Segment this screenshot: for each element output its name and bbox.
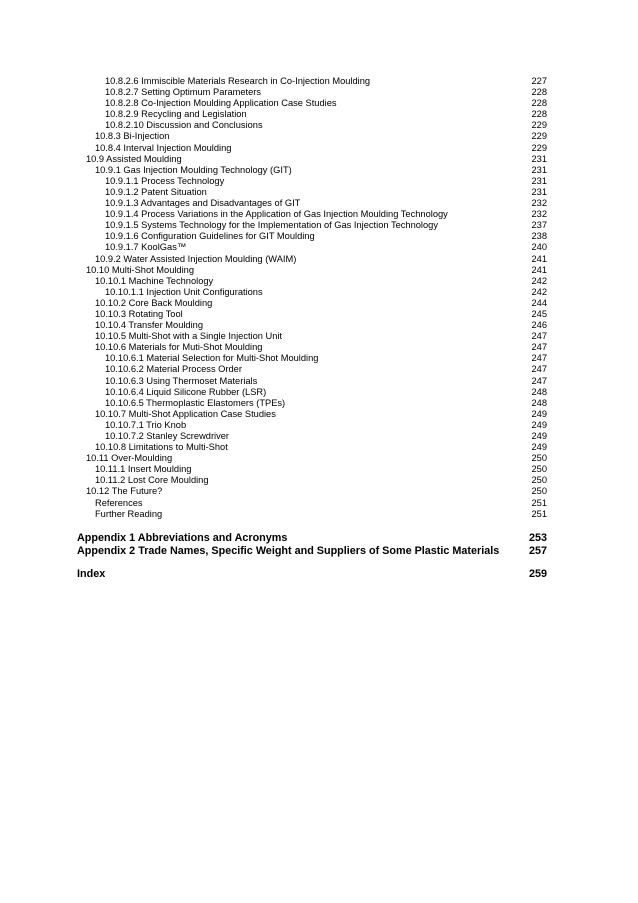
toc-entry — [77, 120, 547, 131]
entry-page: 228 — [531, 87, 547, 98]
entry-page: 231 — [531, 153, 547, 164]
toc-entry — [77, 187, 547, 198]
entry-title: 10.8.2.9 Recycling and Legislation — [105, 109, 247, 120]
toc-entry — [77, 353, 547, 364]
toc-entry — [77, 376, 547, 387]
entry-page: 249 — [531, 431, 547, 441]
entry-title: 10.10.7.2 Stanley Screwdriver — [105, 431, 230, 441]
toc-entry — [77, 442, 547, 453]
entry-title: References — [95, 497, 143, 508]
toc-entry — [77, 298, 547, 309]
appendix-list — [77, 532, 547, 558]
entry-page: 241 — [531, 264, 547, 275]
entry-title: 10.10.6.1 Material Selection for Multi-Shot Moulding — [105, 353, 319, 364]
entry-page: 241 — [531, 253, 547, 264]
entry-title: 10.11.2 Lost Core Moulding — [95, 475, 209, 486]
entry-title: 10.10.6.3 Using Thermoset Materials — [105, 375, 258, 386]
entry-page: 244 — [531, 297, 547, 308]
entry-title: 10.9.1.1 Process Technology — [105, 175, 225, 186]
entry-title: 10.10.2 Core Back Moulding — [95, 297, 213, 308]
toc-entry — [77, 509, 547, 520]
entry-title: 10.10.5 Multi-Shot with a Single Injection Unit — [95, 331, 283, 342]
entry-title: 10.9.1.2 Patent Situation — [105, 186, 207, 197]
toc-entry — [77, 143, 547, 154]
entry-title: 10.10.3 Rotating Tool — [95, 308, 183, 319]
toc-entry — [77, 486, 547, 497]
toc-list — [77, 76, 547, 520]
toc-entry-appendix-2 — [77, 545, 547, 558]
toc-entry — [77, 464, 547, 475]
entry-title: 10.9.1 Gas Injection Moulding Technology (GIT) — [95, 164, 292, 175]
toc-entry — [77, 98, 547, 109]
toc-entry — [77, 109, 547, 120]
entry-page: 250 — [531, 464, 547, 475]
toc-entry — [77, 331, 547, 342]
toc-entry — [77, 420, 547, 431]
entry-page: 229 — [531, 131, 547, 142]
entry-page: 249 — [531, 442, 547, 453]
entry-title: 10.10.1.1 Injection Unit Configurations — [105, 286, 263, 297]
toc-entry — [77, 87, 547, 98]
entry-page: 257 — [528, 545, 547, 557]
entry-title: 10.9 Assisted Moulding — [86, 153, 182, 164]
toc-entry — [77, 320, 547, 331]
toc-entry — [77, 498, 547, 509]
toc-entry — [77, 76, 547, 87]
entry-page: 232 — [531, 198, 547, 209]
entry-page: 238 — [531, 231, 547, 242]
entry-page: 251 — [531, 497, 547, 508]
entry-page: 229 — [531, 142, 547, 153]
entry-title: 10.9.1.4 Process Variations in the Application of Gas Injection Moulding Technology — [105, 209, 448, 220]
entry-title: 10.10.4 Transfer Moulding — [95, 320, 204, 331]
toc-entry — [77, 176, 547, 187]
entry-title: 10.9.1.6 Configuration Guidelines for GIT Moulding — [105, 231, 315, 242]
entry-page: 247 — [531, 331, 547, 342]
entry-page: 228 — [531, 98, 547, 109]
entry-page: 227 — [531, 76, 547, 86]
entry-title: 10.10.6 Materials for Muti-Shot Moulding — [95, 342, 263, 353]
entry-title: 10.8.2.7 Setting Optimum Parameters — [105, 87, 262, 98]
entry-title: Appendix 1 Abbreviations and Acronyms — [77, 532, 288, 544]
toc-entry — [77, 475, 547, 486]
entry-title: 10.10.8 Limitations to Multi-Shot — [95, 442, 228, 453]
entry-page: 247 — [531, 342, 547, 353]
toc-entry — [77, 364, 547, 375]
entry-page: 248 — [531, 397, 547, 408]
entry-page: 228 — [531, 109, 547, 120]
toc-entry-appendix-1 — [77, 532, 547, 545]
entry-page: 231 — [531, 164, 547, 175]
entry-title: 10.9.2 Water Assisted Injection Moulding (WAIM) — [95, 253, 297, 264]
toc-entry — [77, 276, 547, 287]
entry-page: 251 — [531, 508, 547, 519]
toc-entry — [77, 198, 547, 209]
entry-page: 250 — [531, 486, 547, 497]
toc-entry — [77, 309, 547, 320]
toc-entry — [77, 265, 547, 276]
entry-page: 231 — [531, 175, 547, 186]
entry-page: 247 — [531, 375, 547, 386]
entry-page: 259 — [528, 568, 547, 580]
entry-page: 249 — [531, 408, 547, 419]
entry-title: 10.12 The Future? — [86, 486, 163, 497]
toc-entry — [77, 287, 547, 298]
entry-page: 246 — [531, 320, 547, 331]
entry-title: 10.10.7.1 Trio Knob — [105, 419, 187, 430]
entry-page: 242 — [531, 286, 547, 297]
entry-page: 245 — [531, 308, 547, 319]
toc-entry — [77, 431, 547, 442]
entry-title: 10.8.3 Bi-Injection — [95, 131, 170, 142]
entry-title: 10.8.4 Interval Injection Moulding — [95, 142, 232, 153]
toc-entry — [77, 453, 547, 464]
entry-title: Index — [77, 568, 106, 580]
entry-title: 10.11.1 Insert Moulding — [95, 464, 192, 475]
entry-page: 253 — [528, 532, 547, 544]
entry-title: Further Reading — [95, 508, 163, 519]
entry-page: 232 — [531, 209, 547, 220]
toc-entry — [77, 231, 547, 242]
entry-title: 10.10.6.2 Material Process Order — [105, 364, 242, 375]
entry-title: 10.9.1.5 Systems Technology for the Implementation of Gas Injection Technology — [105, 220, 438, 231]
toc-entry — [77, 165, 547, 176]
entry-page: 242 — [531, 275, 547, 286]
toc-entry — [77, 242, 547, 253]
toc-entry — [77, 398, 547, 409]
toc-entry — [77, 131, 547, 142]
entry-title: 10.10.6.5 Thermoplastic Elastomers (TPEs) — [105, 397, 286, 408]
entry-page: 248 — [531, 386, 547, 397]
entry-page: 247 — [531, 364, 547, 375]
entry-title: 10.8.2.6 Immiscible Materials Research in Co-Injection Moulding — [105, 76, 371, 86]
entry-page: 229 — [531, 120, 547, 131]
entry-page: 247 — [531, 353, 547, 364]
entry-page: 237 — [531, 220, 547, 231]
entry-page: 249 — [531, 419, 547, 430]
entry-page: 250 — [531, 453, 547, 464]
toc-entry — [77, 154, 547, 165]
entry-title: 10.9.1.7 KoolGas™ — [105, 242, 187, 253]
entry-page: 231 — [531, 186, 547, 197]
entry-title: 10.8.2.8 Co-Injection Moulding Application Case Studies — [105, 98, 337, 109]
entry-page: 240 — [531, 242, 547, 253]
entry-title: 10.8.2.10 Discussion and Conclusions — [105, 120, 263, 131]
entry-title: 10.10 Multi-Shot Moulding — [86, 264, 195, 275]
toc-entry — [77, 220, 547, 231]
toc-entry — [77, 254, 547, 265]
toc-entry — [77, 387, 547, 398]
entry-title: 10.10.7 Multi-Shot Application Case Studies — [95, 408, 276, 419]
entry-title: 10.10.6.4 Liquid Silicone Rubber (LSR) — [105, 386, 267, 397]
toc-entry — [77, 342, 547, 353]
entry-title: 10.10.1 Machine Technology — [95, 275, 214, 286]
toc-entry — [77, 209, 547, 220]
toc-entry — [77, 409, 547, 420]
toc-entry-index — [77, 568, 547, 581]
entry-title: 10.9.1.3 Advantages and Disadvantages of GIT — [105, 198, 301, 209]
entry-title: Appendix 2 Trade Names, Specific Weight and Suppliers of Some Plastic Materials — [77, 545, 500, 557]
entry-page: 250 — [531, 475, 547, 486]
entry-title: 10.11 Over-Moulding — [86, 453, 173, 464]
